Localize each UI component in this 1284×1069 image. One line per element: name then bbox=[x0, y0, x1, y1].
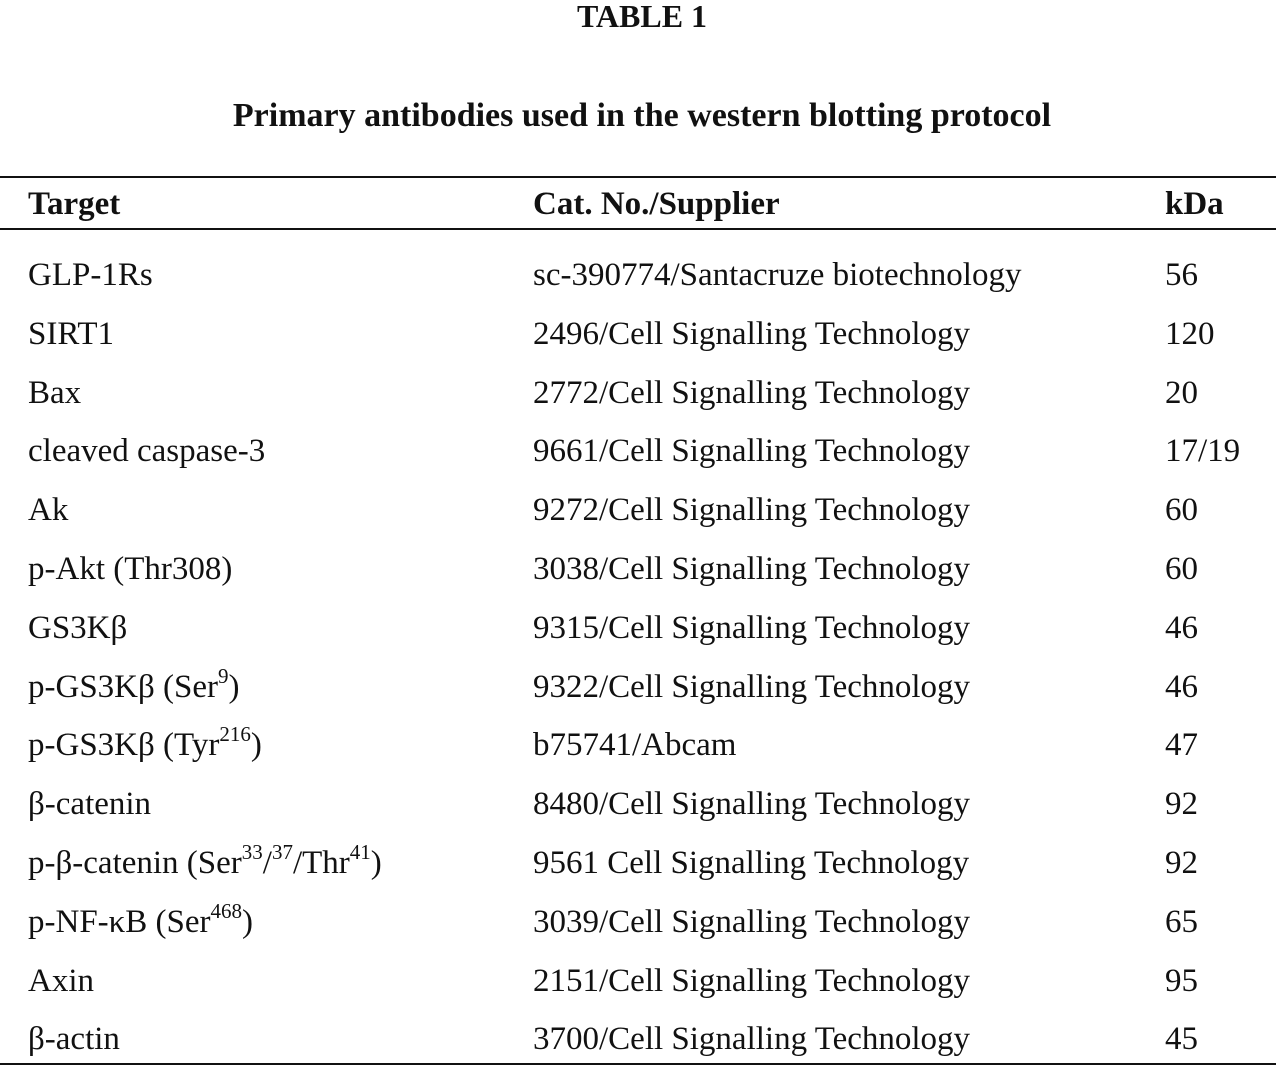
header-kda: kDa bbox=[1165, 186, 1224, 222]
cell-kda: 60 bbox=[1165, 550, 1198, 587]
superscript: 216 bbox=[219, 722, 251, 747]
table-row bbox=[0, 246, 1284, 305]
cell-catalog: 3700/Cell Signalling Technology bbox=[533, 1021, 971, 1058]
cell-target: GLP-1Rs bbox=[28, 257, 153, 293]
table-row bbox=[0, 422, 1284, 481]
header-target: Target bbox=[28, 186, 121, 222]
table-body bbox=[0, 246, 1284, 1069]
table-row bbox=[0, 599, 1284, 658]
cell-kda: 47 bbox=[1165, 727, 1198, 764]
cell-target: GS3Kβ bbox=[28, 609, 128, 646]
cell-catalog: 9315/Cell Signalling Technology bbox=[533, 609, 971, 646]
top-rule bbox=[0, 176, 1276, 178]
cell-catalog: 3039/Cell Signalling Technology bbox=[533, 903, 971, 940]
cell-catalog: b75741/Abcam bbox=[533, 727, 737, 764]
table-caption: Primary antibodies used in the western blotting protocol bbox=[232, 97, 1052, 134]
cell-target: SIRT1 bbox=[28, 315, 115, 352]
table-row bbox=[0, 952, 1284, 1011]
cell-target: Axin bbox=[28, 962, 94, 999]
header-catalog: Cat. No./Supplier bbox=[533, 186, 780, 222]
superscript: 9 bbox=[218, 663, 229, 688]
superscript: 33 bbox=[241, 839, 263, 864]
cell-target: p-Akt (Thr308) bbox=[28, 550, 233, 587]
superscript: 37 bbox=[271, 839, 293, 864]
cell-target: Ak bbox=[28, 492, 69, 529]
cell-catalog: 9561 Cell Signalling Technology bbox=[533, 844, 970, 881]
table-row bbox=[0, 658, 1284, 717]
cell-catalog: 2772/Cell Signalling Technology bbox=[533, 374, 971, 411]
cell-kda: 60 bbox=[1165, 492, 1198, 529]
cell-target: β-catenin bbox=[28, 786, 152, 823]
table-row bbox=[0, 893, 1284, 952]
bottom-rule bbox=[0, 1063, 1276, 1065]
cell-target: β-actin bbox=[28, 1021, 120, 1058]
cell-catalog: 8480/Cell Signalling Technology bbox=[533, 786, 971, 823]
cell-target: p-GS3Kβ (Tyr$^{216}$) bbox=[28, 722, 262, 764]
table-row bbox=[0, 364, 1284, 423]
table-row bbox=[0, 1010, 1284, 1069]
cell-kda: 65 bbox=[1165, 903, 1198, 940]
cell-kda: 92 bbox=[1165, 786, 1198, 823]
table-label: TABLE 1 bbox=[576, 0, 708, 34]
cell-kda: 95 bbox=[1165, 962, 1198, 999]
cell-catalog: 9661/Cell Signalling Technology bbox=[533, 433, 971, 470]
table-row bbox=[0, 540, 1284, 599]
cell-catalog: 9272/Cell Signalling Technology bbox=[533, 492, 971, 529]
cell-kda: 46 bbox=[1165, 609, 1198, 646]
table-row bbox=[0, 775, 1284, 834]
cell-catalog: 3038/Cell Signalling Technology bbox=[533, 550, 971, 587]
cell-target: cleaved caspase-3 bbox=[28, 433, 266, 470]
cell-kda: 46 bbox=[1165, 668, 1198, 705]
cell-kda: 20 bbox=[1165, 374, 1198, 411]
cell-catalog: sc-390774/Santacruze biotechnology bbox=[533, 257, 1022, 293]
table-row bbox=[0, 834, 1284, 893]
cell-kda: 56 bbox=[1165, 257, 1198, 293]
table-row bbox=[0, 305, 1284, 364]
cell-target: Bax bbox=[28, 374, 82, 411]
superscript: 41 bbox=[349, 839, 371, 864]
cell-kda: 17/19 bbox=[1165, 433, 1241, 470]
cell-target: p-β-catenin (Ser$^{33}$/$^{37}$/Thr$^{41}$) bbox=[28, 839, 382, 881]
cell-kda: 120 bbox=[1165, 315, 1215, 352]
cell-catalog: 2496/Cell Signalling Technology bbox=[533, 315, 971, 352]
cell-catalog: 2151/Cell Signalling Technology bbox=[533, 962, 971, 999]
cell-catalog: 9322/Cell Signalling Technology bbox=[533, 668, 971, 705]
cell-target: p-GS3Kβ (Ser$^9$) bbox=[28, 663, 240, 705]
table-row bbox=[0, 716, 1284, 775]
superscript: 468 bbox=[210, 898, 243, 923]
cell-kda: 92 bbox=[1165, 844, 1198, 881]
cell-target: p-NF-κB (Ser$^{468}$) bbox=[28, 898, 254, 940]
cell-kda: 45 bbox=[1165, 1021, 1198, 1058]
header-rule bbox=[0, 228, 1276, 230]
table-row bbox=[0, 481, 1284, 540]
